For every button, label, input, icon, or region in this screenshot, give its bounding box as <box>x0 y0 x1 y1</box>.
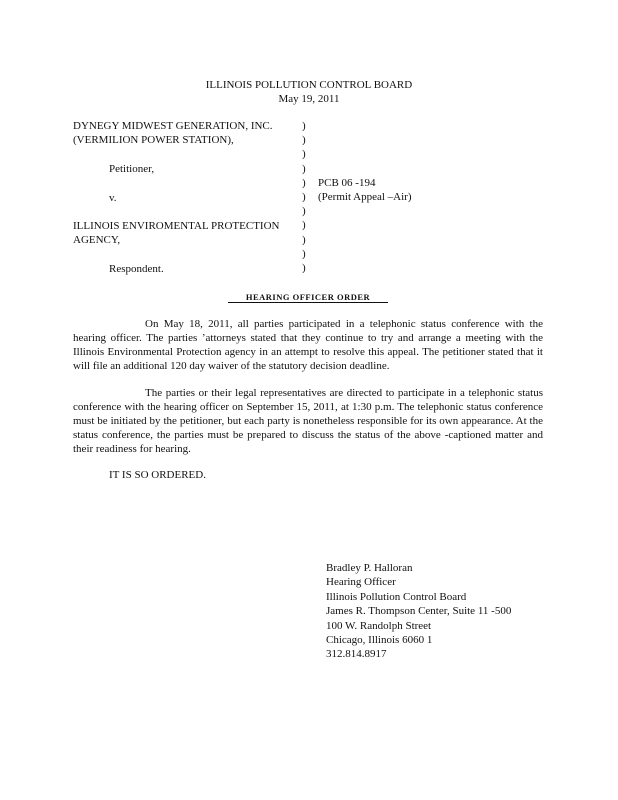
signature-building: James R. Thompson Center, Suite 11 -500 <box>326 605 512 618</box>
paren: ) <box>302 134 306 147</box>
signature-block <box>326 561 511 662</box>
respondent-name-line1: ILLINOIS ENVIROMENTAL PROTECTION <box>73 220 280 232</box>
order-date: May 19, 2011 <box>278 93 340 105</box>
petitioner-label: Petitioner, <box>109 163 155 175</box>
signature-phone: 312.814.8917 <box>326 648 387 661</box>
paren: ) <box>302 120 306 132</box>
respondent-label: Respondent. <box>109 263 164 275</box>
so-ordered: IT IS SO ORDERED. <box>109 469 206 481</box>
signature-title: Hearing Officer <box>326 576 396 589</box>
petitioner-name-line1: DYNEGY MIDWEST GENERATION, INC. <box>73 120 273 132</box>
board-title: ILLINOIS POLLUTION CONTROL BOARD <box>205 79 413 91</box>
paren: ) <box>302 262 306 275</box>
signature-street: 100 W. Randolph Street <box>326 619 432 632</box>
versus-label: v. <box>109 192 117 204</box>
case-number: PCB 06 -194 <box>318 177 376 189</box>
paren: ) <box>302 219 306 232</box>
signature-city: Chicago, Illinois 6060 1 <box>326 634 433 647</box>
paren: ) <box>302 191 306 204</box>
signature-org: Illinois Pollution Control Board <box>326 590 467 603</box>
paragraph-2: The parties or their legal representatives are directed to participate in a telephonic status conference with the hearing officer on September 15, 2011, at 1:30 p.m. The telephonic status conference must be initiated by the petitioner, but each party is nonetheless responsible for its own appearance. At the status conference, the parties must be prepared to discuss the status of the above -captioned matter and their readiness for hearing. <box>73 387 543 455</box>
paren: ) <box>302 205 306 218</box>
paren: ) <box>302 247 306 260</box>
paren: ) <box>302 162 306 175</box>
petitioner-name-line2: (VERMILION POWER STATION), <box>73 134 234 146</box>
caption-parentheses <box>302 119 312 275</box>
paren: ) <box>302 176 306 189</box>
paren: ) <box>302 148 306 161</box>
case-type: (Permit Appeal –Air) <box>318 191 412 203</box>
paren: ) <box>302 233 306 246</box>
order-heading: HEARING OFFICER ORDER <box>228 292 388 303</box>
signature-name: Bradley P. Halloran <box>326 562 413 574</box>
paragraph-1: On May 18, 2011, all parties participated in a telephonic status conference with the hearing officer. The parties ’attorneys stated that they continue to try and arrange a meeting with the Illinois Environmental Protection agency in an attempt to resolve this appeal. The petitioner stated that it will file an additional 120 day waiver of the statutory decision deadline. <box>73 318 543 372</box>
respondent-name-line2: AGENCY, <box>73 234 121 246</box>
